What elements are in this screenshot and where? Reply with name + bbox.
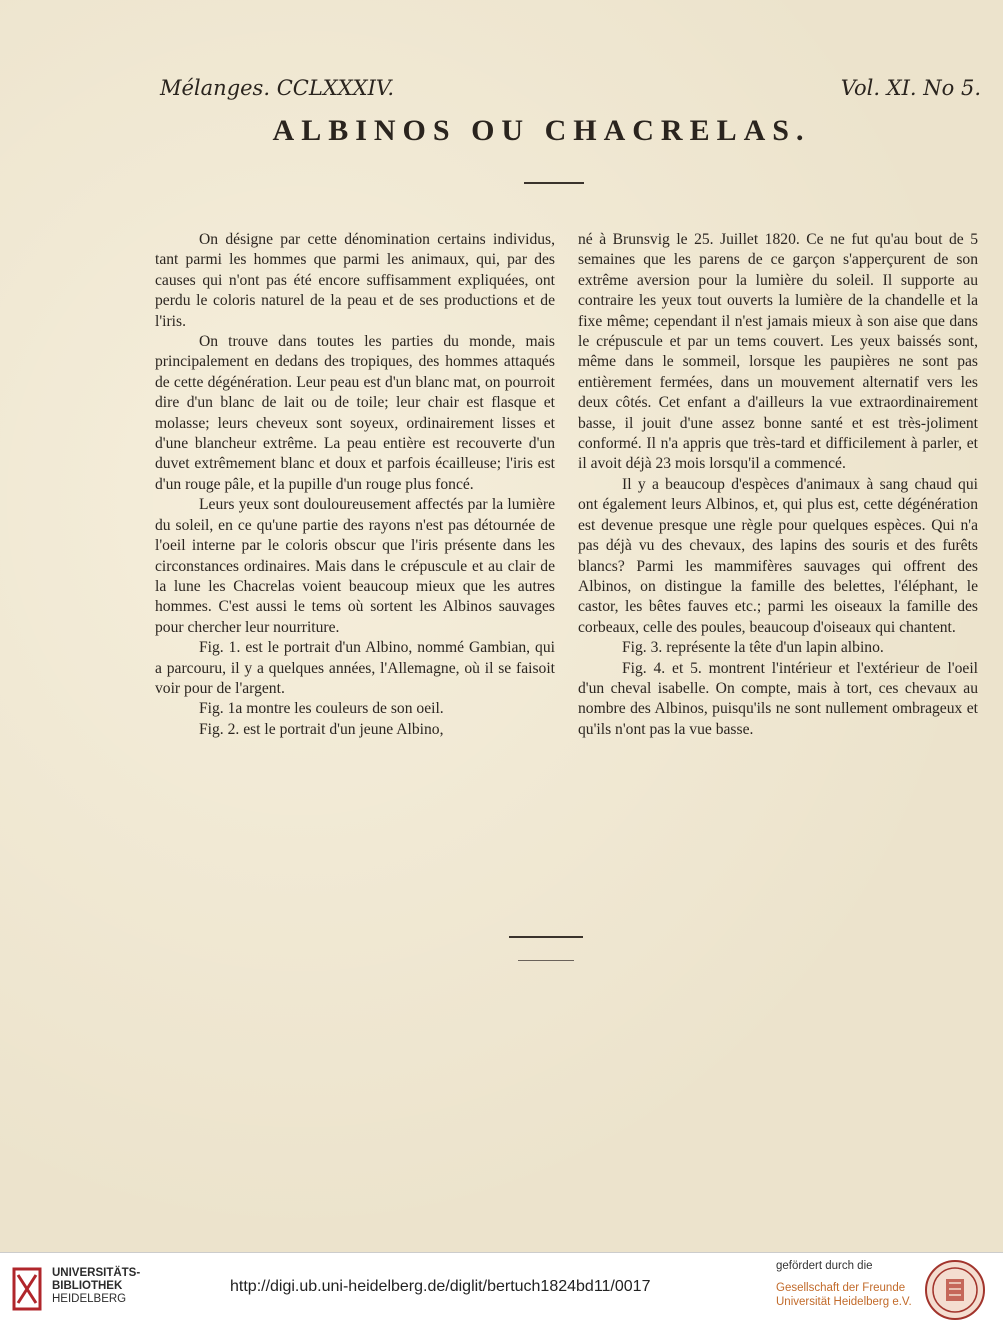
library-name-line: HEIDELBERG [52, 1293, 127, 1305]
sponsor-name: Gesellschaft der Freunde [776, 1282, 906, 1294]
paragraph: On désigne par cette dénomination certains individus, tant parmi les hommes que parmi les animaux, qui, par des causes qui n'ont pas été encore suffisamment expliquées, ont perdu le coloris naturel de la peau et de ses productions et de l'iris. [155, 231, 555, 330]
running-head-right: Vol. XI. No 5. [840, 76, 981, 100]
library-logo-icon[interactable] [12, 1265, 44, 1313]
library-name-line: BIBLIOTHEK [52, 1280, 123, 1292]
paragraph: Fig. 1a montre les couleurs de son oeil. [199, 700, 444, 718]
paragraph: Il y a beaucoup d'espèces d'animaux à sang chaud qui ont également leurs Albinos, et, qui plus est, cette dégénération est devenue presque une règle pour quelques espèces. Qui n'a pas déjà vu des chevaux, des lapins des souris et des furêts blancs? Parmi les mammifères sauvages qui offrent des Albinos, on distingue la famille des belettes, l'éléphant, le castor, les bêtes fauves etc.; parmi les oiseaux la famille des corbeaux, celle des poules, beaucoup d'oiseaux qui chantent. [578, 475, 978, 636]
paragraph: né à Brunsvig le 25. Juillet 1820. Ce ne fut qu'au bout de 5 semaines que les parens de ce garçon s'apperçurent de son extrême aversion pour la lumière du soleil. Il supporte au contraire les yeux tout ouverts la lumière de la chandelle et la fixe même; cependant il n'est jamais mieux à son aise que dans le crépuscule et par un tems couvert. Les yeux baissés sont, même dans le sommeil, lorsque les paupières ne sont pas entièrement fermées, dans un mouvement alternatif vers les deux côtés. Cet enfant a d'ailleurs la vue extraordinairement basse, il jouit d'une assez bonne santé et est très-joliment conformé. Il n'a appris que très-tard et difficilement à parler, et il avoit déjà 23 mois lorsqu'il a commencé. [578, 231, 978, 473]
library-name-line: UNIVERSITÄTS- [52, 1267, 141, 1279]
university-seal-icon [924, 1259, 986, 1321]
running-head-left: Mélanges. CCLXXXIV. [160, 76, 395, 100]
article-title: ALBINOS OU CHACRELAS. [272, 114, 811, 147]
paragraph: Fig. 2. est le portrait d'un jeune Albino, [199, 720, 444, 738]
title-rule [524, 182, 584, 184]
library-name[interactable] [52, 1267, 140, 1306]
right-column [578, 230, 978, 740]
left-column [155, 230, 555, 740]
paragraph: On trouve dans toutes les parties du monde, mais principalement en dedans des tropiques, des hommes attaqués de cette dégénération. Leur peau est d'un blanc mat, on pourroit dire d'un blanc de lait ou de toile; leur chair est flasque et molasse; leurs cheveux sont soyeux, ordinairement lisses et d'une blancheur extrême. La peau entière est recouverte d'un duvet extrêmement blanc et doux et parfois écailleuse; l'iris est d'un rouge pâle, et la pupille d'un rouge plus foncé. [155, 333, 555, 493]
sponsor-block[interactable] [776, 1259, 926, 1309]
paragraph: Leurs yeux sont douloureusement affectés par la lumière du soleil, en ce qu'une partie des rayons n'est pas détournée de l'oeil interne par le coloris obscur que l'iris présente dans les circonstances ordinaires. Mais dans le crépuscule et au clair de la lune les Chacrelas voient beaucoup mieux que les autres hommes. C'est aussi le tems où sortent les Albinos sauvages pour chercher leur nourriture. [155, 496, 555, 636]
running-head [160, 76, 981, 106]
end-rule [509, 936, 583, 938]
sponsor-label: gefördert durch die [776, 1260, 873, 1272]
paragraph: Fig. 1. est le portrait d'un Albino, nommé Gambian, qui a parcouru, il y a quelques années, l'Allemagne, où il se faisoit voir pour de l'argent. [155, 639, 555, 697]
paragraph: Fig. 3. représente la tête d'un lapin albino. [622, 639, 884, 657]
footer-bar [0, 1252, 1003, 1327]
end-rule-thin [518, 960, 574, 961]
sponsor-name: Universität Heidelberg e.V. [776, 1296, 912, 1308]
paragraph: Fig. 4. et 5. montrent l'intérieur et l'extérieur de l'oeil d'un cheval isabelle. On compte, mais à tort, ces chevaux au nombre des Albinos, puisqu'ils ne sont nullement ombrageux et qu'ils n'ont pas la vue basse. [578, 659, 978, 738]
permalink-url[interactable]: http://digi.ub.uni-heidelberg.de/diglit/bertuch1824bd11/0017 [230, 1278, 651, 1295]
